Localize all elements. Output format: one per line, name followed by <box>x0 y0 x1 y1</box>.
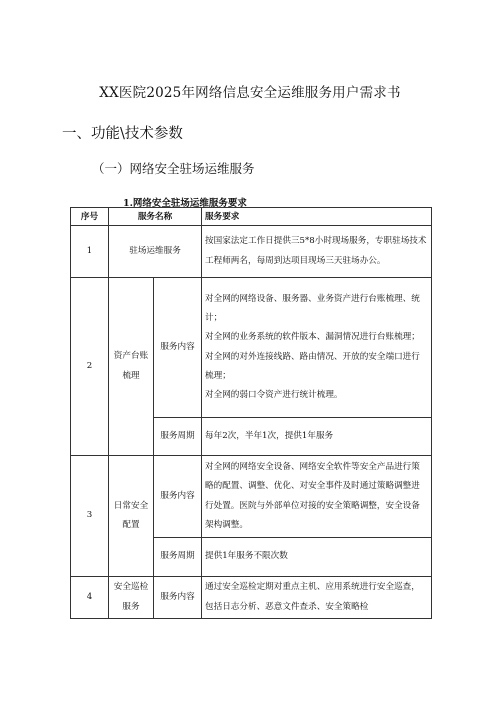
table-row <box>71 577 432 619</box>
service-cycle: 每年2次，半年1次，提供1年服务 <box>202 418 432 456</box>
sub-label: 服务内容 <box>154 577 202 619</box>
table-row <box>71 226 432 278</box>
header-service-name: 服务名称 <box>109 208 202 226</box>
service-content <box>202 278 432 418</box>
row-number: 1 <box>71 226 109 278</box>
table-row <box>71 456 432 538</box>
requirements-table <box>70 207 432 619</box>
sub-label: 服务周期 <box>154 538 202 577</box>
table-row <box>71 278 432 418</box>
document-title: XX医院2025年网络信息安全运维服务用户需求书 <box>99 85 401 101</box>
table-caption: 1.网络安全驻场运维服务要求 <box>123 198 247 209</box>
service-requirement: 按国家法定工作日提供三5*8小时现场服务，专职驻场技术工程师两名，每周到达项目现场三天驻场办公。 <box>202 226 432 278</box>
subsection-heading: （一）网络安全驻场运维服务 <box>92 161 255 176</box>
service-cycle: 提供1年服务不限次数 <box>202 538 432 577</box>
row-number: 2 <box>71 278 109 456</box>
service-name: 日常安全配置 <box>109 456 154 577</box>
header-no: 序号 <box>71 208 109 226</box>
sub-label: 服务周期 <box>154 418 202 456</box>
row-number: 3 <box>71 456 109 577</box>
requirement-line: 对全网的弱口令资产进行统计梳理。 <box>205 389 343 400</box>
service-content: 对全网的网络安全设备、网络安全软件等安全产品进行策略的配置、调整、优化、对安全事件及时通过策略调整进行处置。医院与外部单位对接的安全策略调整，安全设备架构调整。 <box>202 456 432 538</box>
requirement-line: 对全网的网络设备、服务器、业务资产进行台账梳理、统计； <box>205 293 420 324</box>
header-requirement: 服务要求 <box>202 208 432 226</box>
sub-label: 服务内容 <box>154 456 202 538</box>
section-heading: 一、功能\技术参数 <box>62 126 183 142</box>
service-name: 驻场运维服务 <box>109 226 202 278</box>
sub-label: 服务内容 <box>154 278 202 418</box>
table-header-row <box>71 208 432 226</box>
row-number: 4 <box>71 577 109 619</box>
service-name: 安全巡检服务 <box>109 577 154 619</box>
requirement-line: 对全网的对外连接线路、路由情况、开放的安全端口进行梳理； <box>205 351 420 381</box>
requirement-line: 对全网的业务系统的软件版本、漏洞情况进行台账梳理； <box>205 332 420 343</box>
service-content: 通过安全巡检定期对重点主机、应用系统进行安全巡查，包括日志分析、恶意文件查杀、安全策略检 <box>202 577 432 619</box>
service-name: 资产台账梳理 <box>109 278 154 456</box>
